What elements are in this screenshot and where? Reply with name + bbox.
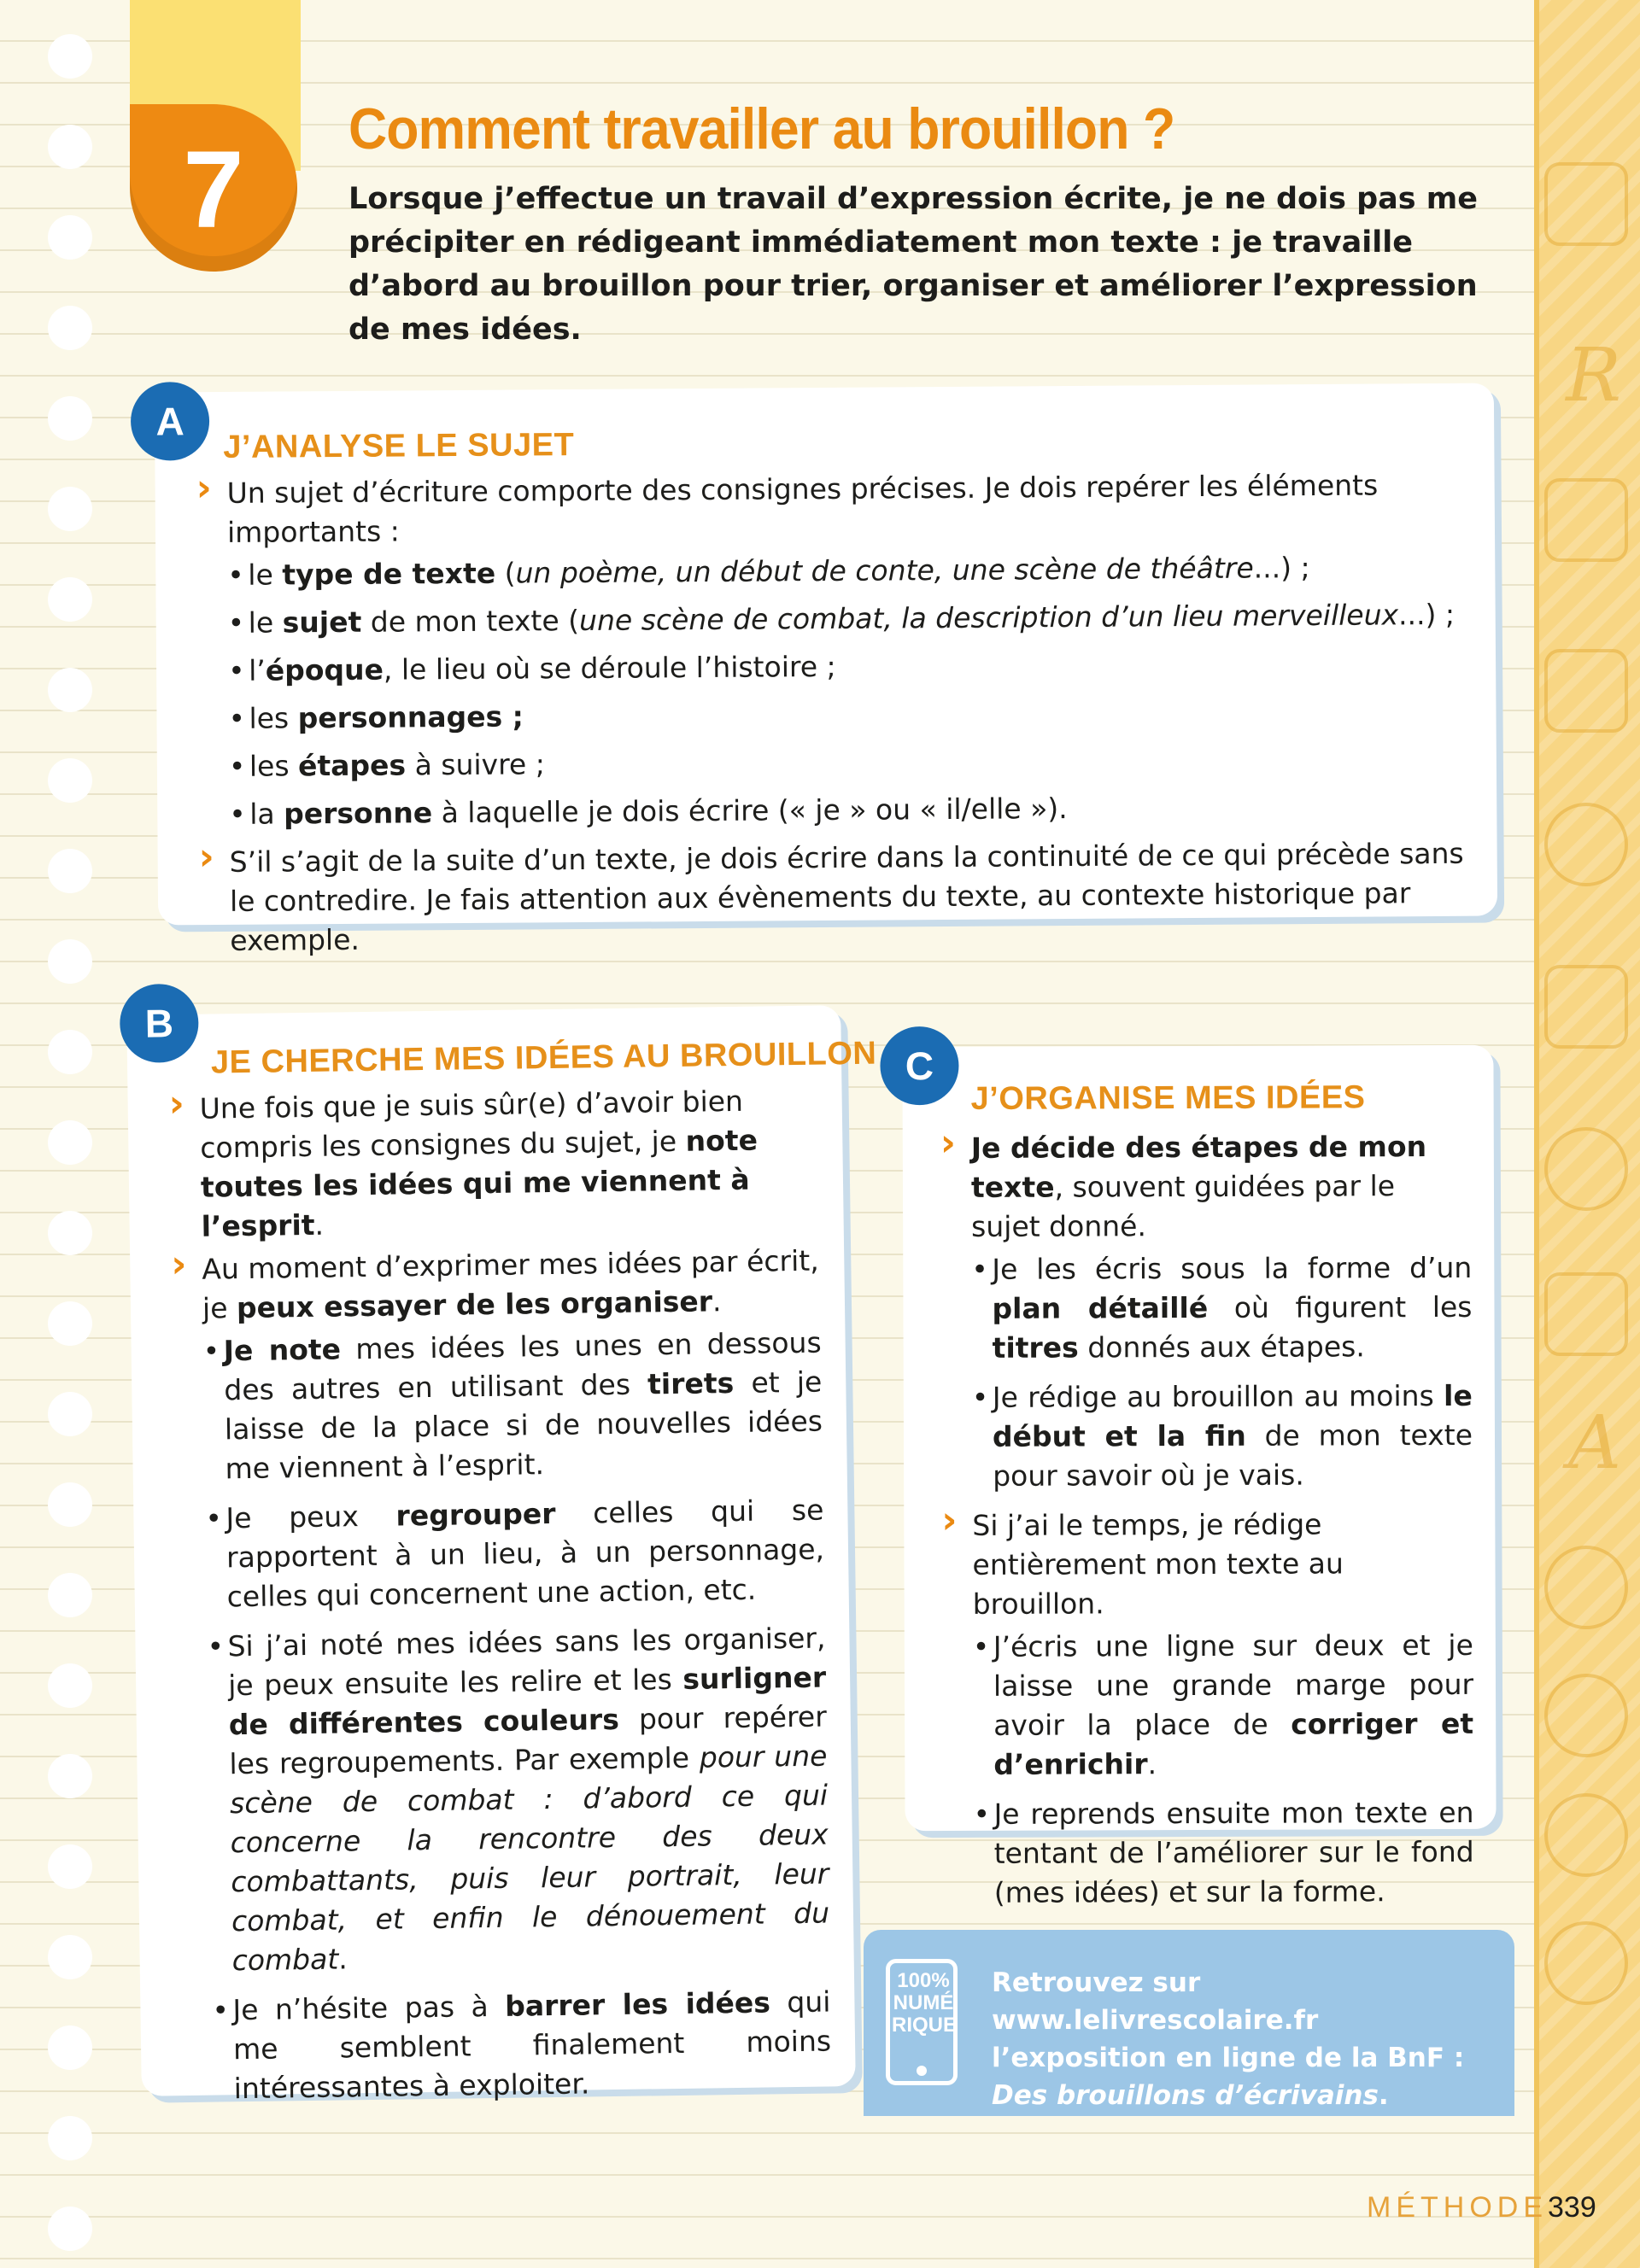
phone-icon-label-line: RIQUE (892, 2014, 958, 2037)
text: à laquelle je dois écrire (« je » ou « il/elle »). (432, 792, 1068, 830)
text: , le lieu où se déroule l’histoire ; (383, 649, 836, 687)
bold-text: barrer les idées (504, 1985, 771, 2023)
text: pour repérer les regroupements. Par exemple (229, 1699, 828, 1781)
section-c-bullet: • Je reprends ensuite mon texte en tentant de l’améliorer sur le fond (mes idées) et sur la forme. (973, 1793, 1473, 1913)
text: Retrouvez sur www.lelivrescolaire.fr l’exposition en ligne de la BnF : (992, 1967, 1465, 2073)
digital-resource-box (864, 1930, 1514, 2116)
notebook-hole (48, 939, 92, 984)
bold-text: peux essayer de les organiser (236, 1284, 713, 1325)
letter-r-icon: R (1566, 333, 1621, 418)
notebook-hole (48, 1030, 92, 1074)
page-number: 339 (1548, 2191, 1596, 2224)
text: où figurent les (1208, 1289, 1473, 1324)
notebook-hole (48, 577, 92, 622)
notebook-hole (48, 849, 92, 893)
clock-icon (1544, 803, 1628, 886)
bold-text: le début et la fin (992, 1378, 1473, 1453)
text: Je n’hésite pas à (232, 1989, 506, 2027)
text: de mon texte pour savoir où je vais. (993, 1418, 1473, 1493)
text: les (249, 749, 299, 783)
notebook-hole (48, 2116, 92, 2160)
section-c-bullet (971, 1248, 1472, 1368)
notebook-hole (48, 1120, 92, 1165)
text: mes idées les unes en dessous des autres en utilisant des (224, 1325, 822, 1407)
section-b-bullet (212, 1983, 832, 2109)
digital-resource-text[interactable] (992, 1964, 1496, 2114)
section-b-paragraph (168, 1081, 819, 1248)
text: ...) ; (1397, 597, 1456, 632)
footer-section-label: MÉTHODE (1367, 2191, 1548, 2224)
chart-icon (1544, 965, 1628, 1049)
bold-text: Je décide des étapes de mon texte (970, 1130, 1427, 1204)
notebook-hole (48, 215, 92, 260)
section-a-paragraph: › Un sujet d’écriture comporte des consignes précises. Je dois repérer les éléments importants : (196, 465, 1470, 552)
notebook-hole (48, 1663, 92, 1708)
notebook-hole (48, 125, 92, 169)
section-b-card (126, 1001, 877, 2106)
notebook-hole (48, 2207, 92, 2251)
text: et je laisse de la place si de nouvelles idées me viennent à l’esprit. (224, 1365, 823, 1486)
section-c-body (940, 1127, 1474, 1923)
chapter-number-badge (130, 104, 297, 272)
text: qui me semblent finalement moins intéressantes à exploiter. (232, 1984, 832, 2106)
book-icon (1544, 478, 1628, 562)
text: de mon texte ( (361, 604, 580, 639)
bold-text: étapes (297, 748, 407, 783)
notebook-hole (48, 1844, 92, 1889)
bold-text: titres (992, 1330, 1079, 1365)
notebook-hole (48, 34, 92, 79)
notebook-hole (48, 396, 92, 441)
section-a-card (155, 383, 1497, 957)
section-c-title: J’ORGANISE MES IDÉES (970, 1079, 1366, 1117)
speech-bubble-icon (1544, 1127, 1628, 1211)
notebook-hole (48, 1573, 92, 1617)
text: . (1378, 2080, 1389, 2111)
text: donnés aux étapes. (1078, 1330, 1365, 1365)
bold-text: personne (284, 796, 433, 831)
text: Je les écris sous la forme d’un (992, 1250, 1473, 1286)
section-a-title: J’ANALYSE LE SUJET (223, 427, 575, 465)
italic-text: un poème, un début de conte, une scène de théâtre (515, 551, 1254, 590)
text: . (314, 1207, 325, 1242)
notepad-icon (1544, 162, 1628, 246)
notebook-hole (48, 668, 92, 712)
page-title: Comment travailler au brouillon ? (348, 96, 1175, 161)
sidebar-border (1534, 0, 1539, 2268)
section-c-paragraph (940, 1127, 1472, 1247)
text: ( (495, 556, 516, 590)
section-c-bullet (973, 1626, 1474, 1785)
italic-text: pour une scène de combat : d’abord ce qui concerne la rencontre des deux combattants, puis leur portrait, leur combat, et enfin le dénouement du combat (229, 1739, 830, 1978)
section-a-bullet (228, 643, 1470, 691)
phone-icon-label-line: 100% (897, 1969, 950, 1992)
text: Je rédige au brouillon au moins (992, 1379, 1444, 1414)
text: Je peux (226, 1499, 396, 1535)
text: . (1147, 1747, 1157, 1781)
notebook-hole (48, 1301, 92, 1346)
section-a-bullet (229, 739, 1471, 786)
section-c-paragraph: › Si j’ai le temps, je rédige entièrement mon texte au brouillon. (941, 1505, 1473, 1624)
eye-icon (1544, 1674, 1628, 1757)
section-c-bullet (972, 1377, 1473, 1496)
text: à suivre ; (405, 747, 546, 782)
letter-a-icon: A (1567, 1400, 1621, 1486)
text: les (249, 701, 298, 735)
text: le (248, 605, 283, 640)
section-a-bullet (227, 547, 1469, 595)
paperclip-icon (1544, 1546, 1628, 1629)
bold-text: tirets (647, 1366, 735, 1401)
text: Si j’ai noté mes idées sans les organiser, je peux ensuite les relire et les (227, 1621, 826, 1703)
text: Au moment d’exprimer mes idées par écrit, je (202, 1243, 819, 1325)
text: l’ (248, 653, 266, 687)
section-b-paragraph (171, 1242, 821, 1330)
phone-home-button (917, 2066, 927, 2076)
section-b-bullet (207, 1619, 830, 1981)
section-c-badge: C (880, 1026, 958, 1105)
section-b-body (168, 1081, 832, 2119)
bold-text: plan détaillé (992, 1290, 1209, 1325)
text: Une fois que je suis sûr(e) d’avoir bien compris les consignes du sujet, je (199, 1084, 744, 1165)
text: la (249, 797, 284, 831)
phone-icon-label-line: NUMÉ (893, 1991, 954, 2014)
notebook-hole (48, 1392, 92, 1436)
section-b-title: JE CHERCHE MES IDÉES AU BROUILLON (210, 1035, 877, 1081)
decorative-sidebar (1539, 0, 1640, 2268)
notebook-hole (48, 487, 92, 531)
text: le (248, 558, 283, 592)
section-a-bullet (229, 786, 1471, 834)
notebook-hole (48, 306, 92, 350)
text: J’écris une ligne sur deux et je laisse une grande marge pour avoir la place de (993, 1628, 1474, 1742)
section-a-bullet (228, 691, 1470, 739)
text: . (712, 1284, 722, 1318)
section-a-bullet (228, 595, 1470, 643)
text: celles qui se rapportent à un lieu, à un personnage, celles qui concernent une action, etc. (226, 1493, 825, 1614)
bold-text: Je note (223, 1332, 342, 1368)
notebook-hole (48, 758, 92, 803)
italic-text: une scène de combat, la description d’un lieu merveilleux (578, 598, 1399, 638)
phone-icon (886, 1959, 958, 2085)
chapter-number: 7 (183, 129, 244, 251)
notebook-hole (48, 1482, 92, 1527)
text: . (337, 1942, 348, 1976)
section-a-body (196, 465, 1473, 964)
notebook-hole (48, 2025, 92, 2070)
section-a-paragraph: › S’il s’agit de la suite d’un texte, je dois écrire dans la continuité de ce qui précède sans le contredire. Je fais attention aux évènements du texte, au contexte historique par exemple. (199, 834, 1473, 961)
closed-book-icon (1544, 1272, 1628, 1356)
notebook-hole (48, 1754, 92, 1798)
italic-text: Des brouillons d’écrivains (992, 2080, 1379, 2111)
section-b-badge: B (120, 984, 199, 1063)
bold-text: regrouper (395, 1496, 556, 1533)
notebook-hole (48, 1935, 92, 1979)
section-b-bullet (205, 1491, 825, 1617)
pen-icon (1544, 649, 1628, 733)
text: ...) ; (1253, 551, 1310, 585)
section-b-bullet (202, 1324, 823, 1489)
phone-icon-label (892, 1969, 958, 2037)
section-a-badge: A (131, 382, 210, 461)
bold-text: époque (265, 652, 384, 687)
gear-icon (1544, 1921, 1628, 2005)
bold-text: sujet (282, 605, 362, 640)
bold-text: note toutes les idées qui me viennent à l’esprit (200, 1123, 758, 1243)
bold-text: type de texte (282, 556, 496, 592)
bold-text: personnages ; (297, 699, 524, 735)
bold-text: surligner de différentes couleurs (228, 1660, 827, 1742)
intro-text: Lorsque j’effectue un travail d’expression écrite, je ne dois pas me précipiter en rédigeant immédiatement mon texte : je travaille d’abord au brouillon pour trier, organiser et améliorer l’expression de mes idées. (348, 182, 1479, 347)
moon-star-icon (1544, 1793, 1628, 1877)
section-c-card (902, 1043, 1496, 1909)
text: , souvent guidées par le sujet donné. (971, 1169, 1396, 1243)
notebook-hole (48, 1211, 92, 1255)
bold-text: corriger et d’enrichir (993, 1706, 1474, 1781)
